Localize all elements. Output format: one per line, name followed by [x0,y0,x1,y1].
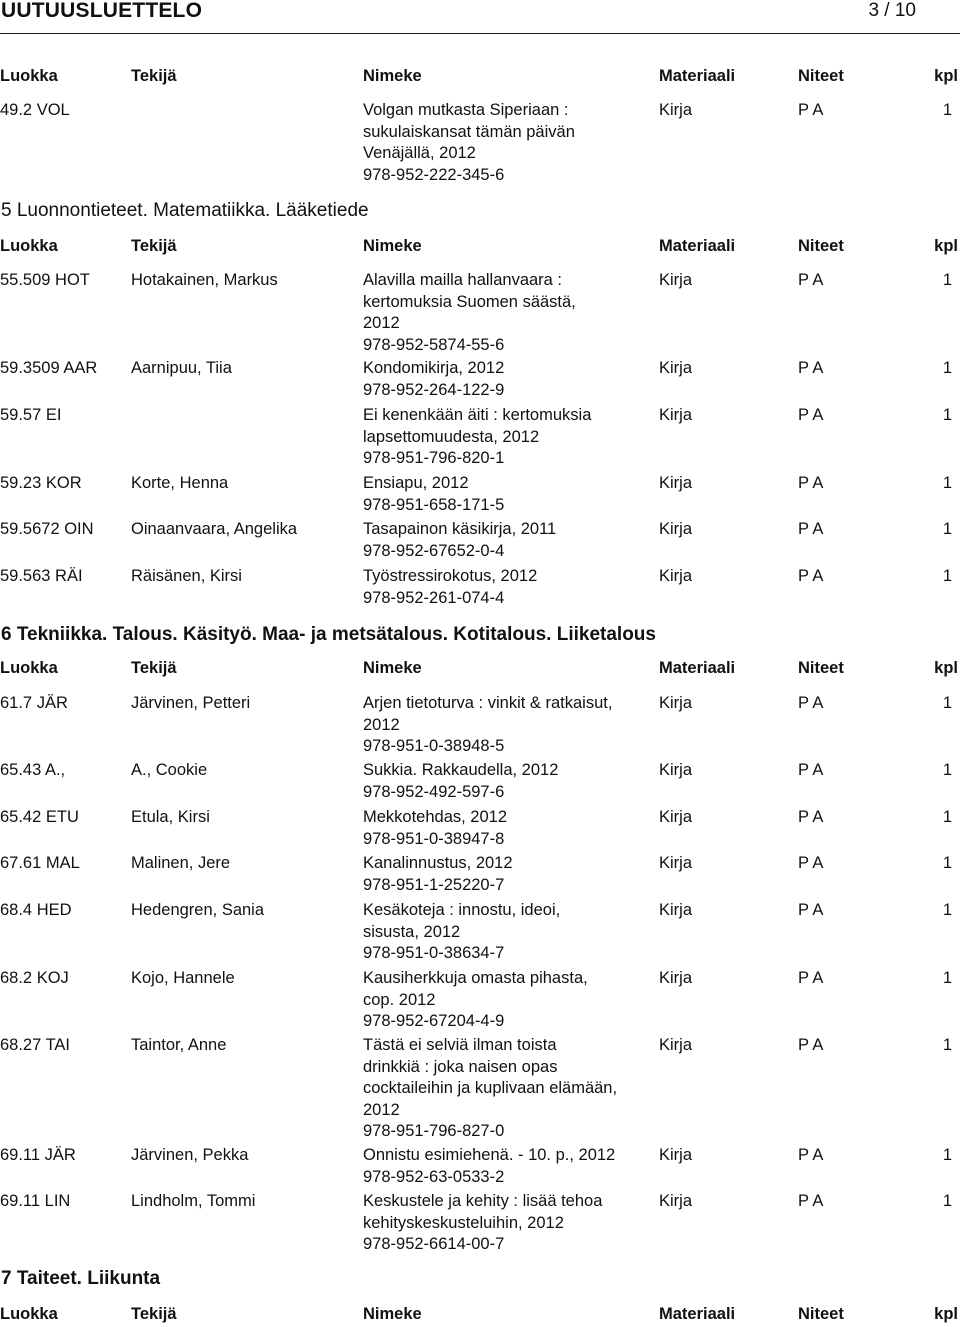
row-luokka: 49.2 VOL [0,101,70,119]
row-nimeke [363,405,591,470]
row-kpl: 1 [942,1192,952,1210]
nimeke-line: 978-951-0-38634-7 [363,944,505,962]
row-luokka: 61.7 JÄR [0,694,68,712]
row-kpl: 1 [942,694,952,712]
row-tekija: Aarnipuu, Tiia [131,359,232,377]
nimeke-line: 978-952-63-0533-2 [363,1167,505,1186]
column-header-kpl: kpl [934,659,958,677]
column-header-nimeke: Nimeke [363,67,422,85]
row-nimeke [363,1145,615,1188]
row-nimeke [363,473,504,516]
row-tekija: Taintor, Anne [131,1036,227,1054]
row-tekija: Oinaanvaara, Angelika [131,520,298,538]
row-tekija: Järvinen, Petteri [131,694,251,712]
column-header-nimeke: Nimeke [363,659,422,677]
nimeke-line: kehityskeskusteluihin, 2012 [363,1213,564,1232]
nimeke-line: 978-951-658-171-5 [363,495,505,514]
nimeke-line: sukulaiskansat tämän päivän [363,122,575,141]
nimeke-line: Työstressirokotus, 2012 [363,567,538,585]
row-nimeke [363,519,556,562]
row-luokka: 67.61 MAL [0,854,80,872]
column-header-niteet: Niteet [798,1305,844,1323]
row-niteet: P A [798,969,824,987]
column-header-tekija: Tekijä [131,659,177,677]
row-niteet: P A [798,359,824,377]
nimeke-line: Mekkotehdas, 2012 [363,808,508,826]
document-title: UUTUUSLUETTELO [1,0,203,22]
row-luokka: 69.11 LIN [0,1192,71,1210]
row-nimeke [363,1191,602,1256]
row-niteet: P A [798,474,824,492]
column-header-tekija: Tekijä [131,237,177,255]
nimeke-line: cop. 2012 [363,990,436,1009]
row-kpl: 1 [942,1146,952,1164]
row-materiaali: Kirja [659,406,693,424]
row-nimeke [363,968,588,1033]
nimeke-line: 978-952-6614-00-7 [363,1235,505,1253]
column-header-luokka: Luokka [0,1305,58,1323]
row-luokka: 69.11 JÄR [0,1146,76,1164]
column-header-nimeke: Nimeke [363,1305,422,1323]
nimeke-line: Venäjällä, 2012 [363,144,476,162]
column-header-niteet: Niteet [798,659,844,677]
nimeke-line: cocktaileihin ja kuplivaan elämään, [363,1079,618,1097]
nimeke-line: 978-952-222-345-6 [363,165,505,184]
row-niteet: P A [798,761,824,779]
row-luokka: 68.2 KOJ [0,969,69,987]
nimeke-line: Volgan mutkasta Siperiaan : [363,101,569,119]
row-nimeke [363,100,575,186]
row-niteet: P A [798,1192,824,1210]
row-tekija: Malinen, Jere [131,854,231,872]
nimeke-line: Keskustele ja kehity : lisää tehoa [363,1192,603,1210]
nimeke-line: Arjen tietoturva : vinkit & ratkaisut, [363,694,613,712]
column-header-luokka: Luokka [0,237,58,255]
row-tekija: Järvinen, Pekka [131,1146,249,1164]
row-luokka: 65.43 A., [0,761,66,779]
row-kpl: 1 [942,761,952,779]
section-title: 5 Luonnontieteet. Matematiikka. Lääketiede [1,200,369,221]
row-tekija: Korte, Henna [131,474,229,492]
row-niteet: P A [798,271,824,289]
nimeke-line: Kausiherkkuja omasta pihasta, [363,969,588,987]
nimeke-line: Kanalinnustus, 2012 [363,854,513,872]
row-materiaali: Kirja [659,854,693,872]
row-materiaali: Kirja [659,808,693,826]
row-luokka: 59.5672 OIN [0,520,94,538]
column-header-materiaali: Materiaali [659,1305,736,1323]
nimeke-line: Tasapainon käsikirja, 2011 [363,520,557,538]
nimeke-line: Sukkia. Rakkaudella, 2012 [363,761,559,779]
nimeke-line: 978-951-0-38948-5 [363,737,505,755]
row-kpl: 1 [942,359,952,377]
row-niteet: P A [798,808,824,826]
row-kpl: 1 [942,808,952,826]
row-niteet: P A [798,854,824,872]
row-materiaali: Kirja [659,271,693,289]
column-header-luokka: Luokka [0,67,58,85]
row-tekija: Hedengren, Sania [131,901,265,919]
row-nimeke [363,900,560,965]
page-number: 3 / 10 [868,0,916,21]
column-header-tekija: Tekijä [131,67,177,85]
row-kpl: 1 [942,901,952,919]
nimeke-line: 978-952-67652-0-4 [363,541,505,560]
nimeke-line: Alavilla mailla hallanvaara : [363,271,563,289]
row-tekija: Hotakainen, Markus [131,271,278,289]
row-luokka: 59.23 KOR [0,474,82,492]
row-kpl: 1 [942,567,952,585]
row-luokka: 68.27 TAI [0,1036,71,1054]
row-materiaali: Kirja [659,694,693,712]
row-tekija: A., Cookie [131,761,208,779]
nimeke-line: drinkkiä : joka naisen opas [363,1057,558,1076]
column-header-nimeke: Nimeke [363,237,422,255]
nimeke-line: 978-951-0-38947-8 [363,829,505,848]
row-nimeke [363,853,513,896]
row-nimeke [363,270,576,356]
row-tekija: Räisänen, Kirsi [131,567,242,585]
column-header-materiaali: Materiaali [659,67,736,85]
column-header-kpl: kpl [934,67,958,85]
row-kpl: 1 [942,271,952,289]
row-luokka: 68.4 HED [0,901,72,919]
section-title: 6 Tekniikka. Talous. Käsityö. Maa- ja metsätalous. Kotitalous. Liiketalous [1,624,656,645]
nimeke-line: 978-952-492-597-6 [363,782,505,801]
nimeke-line: sisusta, 2012 [363,922,461,941]
row-niteet: P A [798,901,824,919]
row-materiaali: Kirja [659,474,693,492]
nimeke-line: 2012 [363,715,400,734]
nimeke-line: 2012 [363,1100,400,1119]
row-materiaali: Kirja [659,761,693,779]
nimeke-line: 978-951-1-25220-7 [363,875,505,894]
row-niteet: P A [798,1036,824,1054]
row-kpl: 1 [942,520,952,538]
row-luokka: 59.3509 AAR [0,359,98,377]
nimeke-line: 978-951-796-820-1 [363,449,505,467]
row-luokka: 59.57 EI [0,406,62,424]
column-header-materiaali: Materiaali [659,237,736,255]
row-materiaali: Kirja [659,359,693,377]
row-tekija: Etula, Kirsi [131,808,210,826]
column-header-niteet: Niteet [798,67,844,85]
row-luokka: 59.563 RÄI [0,567,83,585]
nimeke-line: 978-952-264-122-9 [363,380,505,399]
row-nimeke [363,1035,617,1143]
column-header-tekija: Tekijä [131,1305,177,1323]
row-nimeke [363,807,507,850]
row-materiaali: Kirja [659,520,693,538]
row-kpl: 1 [942,406,952,424]
row-kpl: 1 [942,474,952,492]
nimeke-line: 978-951-796-827-0 [363,1122,505,1140]
nimeke-line: 978-952-67204-4-9 [363,1012,505,1030]
row-materiaali: Kirja [659,101,693,119]
row-luokka: 65.42 ETU [0,808,79,826]
nimeke-line: 978-952-5874-55-6 [363,335,505,354]
row-materiaali: Kirja [659,901,693,919]
row-niteet: P A [798,694,824,712]
row-kpl: 1 [942,969,952,987]
row-materiaali: Kirja [659,969,693,987]
row-nimeke [363,358,504,401]
nimeke-line: Onnistu esimiehenä. - 10. p., 2012 [363,1146,616,1164]
row-kpl: 1 [942,854,952,872]
row-luokka: 55.509 HOT [0,271,90,289]
row-materiaali: Kirja [659,567,693,585]
row-niteet: P A [798,406,824,424]
row-kpl: 1 [942,1036,952,1054]
header-divider [0,33,960,34]
row-nimeke [363,693,612,758]
row-niteet: P A [798,1146,824,1164]
row-materiaali: Kirja [659,1036,693,1054]
nimeke-line: Kesäkoteja : innostu, ideoi, [363,901,561,919]
row-nimeke [363,566,537,609]
nimeke-line: Ei kenenkään äiti : kertomuksia [363,406,592,424]
nimeke-line: Ensiapu, 2012 [363,474,469,492]
nimeke-line: 978-952-261-074-4 [363,588,505,607]
row-kpl: 1 [942,101,952,119]
row-materiaali: Kirja [659,1192,693,1210]
nimeke-line: Tästä ei selviä ilman toista [363,1036,557,1054]
row-niteet: P A [798,520,824,538]
column-header-kpl: kpl [934,1305,958,1323]
row-nimeke [363,760,558,803]
row-tekija: Kojo, Hannele [131,969,235,987]
column-header-materiaali: Materiaali [659,659,736,677]
nimeke-line: 2012 [363,314,400,332]
row-tekija: Lindholm, Tommi [131,1192,256,1210]
row-niteet: P A [798,101,824,119]
nimeke-line: lapsettomuudesta, 2012 [363,427,540,446]
section-title: 7 Taiteet. Liikunta [1,1268,161,1289]
row-materiaali: Kirja [659,1146,693,1164]
column-header-kpl: kpl [934,237,958,255]
nimeke-line: kertomuksia Suomen säästä, [363,292,576,311]
row-niteet: P A [798,567,824,585]
column-header-niteet: Niteet [798,237,844,255]
column-header-luokka: Luokka [0,659,58,677]
nimeke-line: Kondomikirja, 2012 [363,359,505,377]
